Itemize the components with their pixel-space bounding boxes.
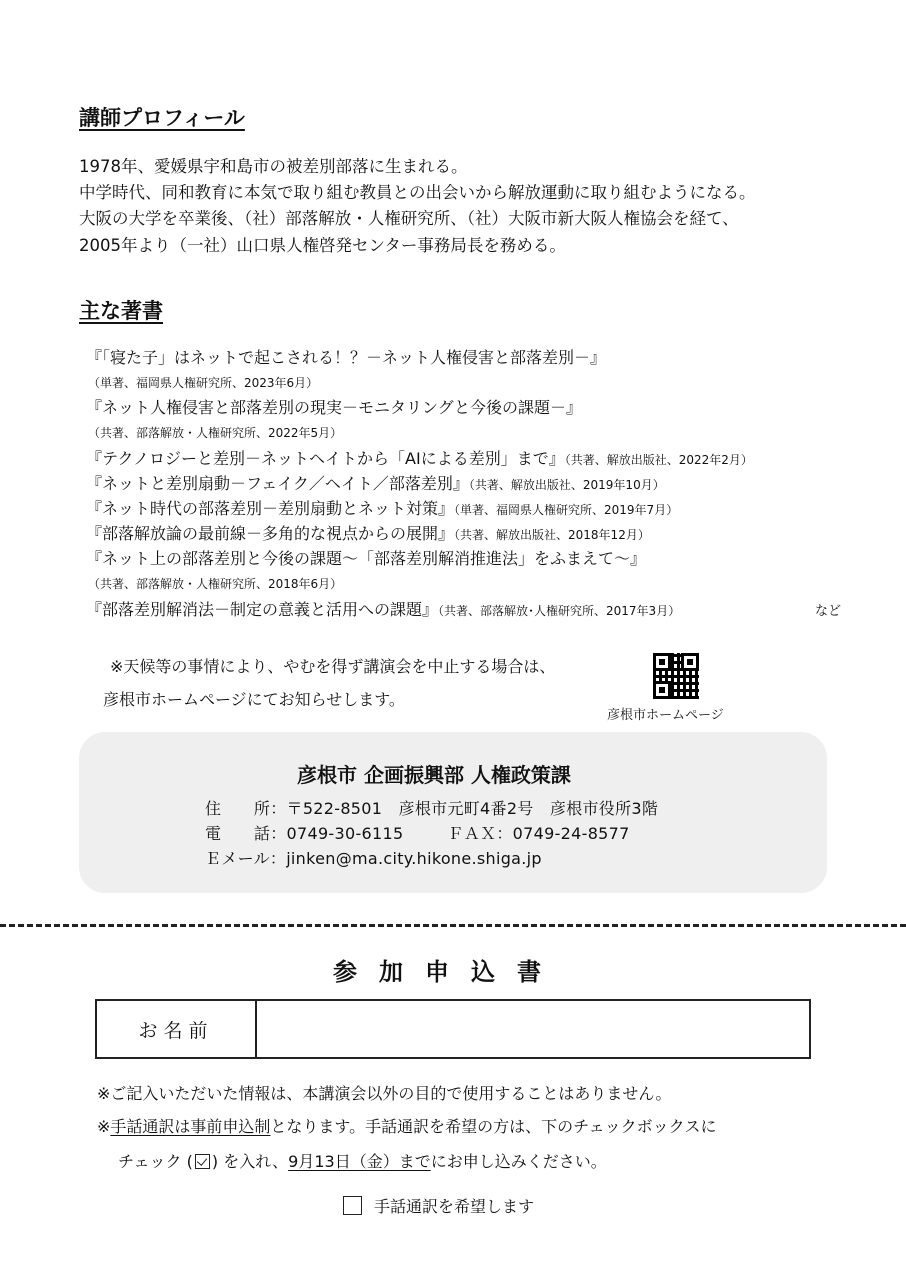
address-value: 〒522-8501 彦根市元町4番2号 彦根市役所3階: [286, 799, 659, 818]
qr-caption: 彦根市ホームページ: [607, 708, 724, 723]
book-publication-note: （共著、解放出版社、2019年10月）: [468, 478, 665, 492]
sign-language-note: ※手話通訳は事前申込制となります。手話通訳を希望の方は、下のチェックボックスに: [97, 1117, 717, 1136]
book-item: [88, 372, 318, 391]
book-item: [86, 597, 680, 620]
contact-email: [205, 846, 542, 869]
sign-language-checkbox[interactable]: [343, 1196, 362, 1215]
profile-heading: 講師プロフィール: [79, 106, 245, 130]
book-item: [86, 395, 582, 418]
sign-language-checkbox-label: 手話通訳を希望します: [374, 1197, 535, 1216]
book-item: [86, 496, 678, 519]
book-item: [88, 573, 342, 592]
name-field[interactable]: [257, 1001, 809, 1057]
email-label: Ｅメール：: [205, 849, 287, 868]
contact-phone: [205, 821, 630, 844]
book-item: [86, 471, 665, 494]
name-field-table: [95, 999, 811, 1059]
sign-language-deadline-note: チェック ( ) を入れ、9月13日（金）までにお申し込みください。: [118, 1152, 607, 1171]
book-title: 『ネット人権侵害と部落差別の現実－モニタリングと今後の課題－』: [86, 398, 583, 417]
name-label: お名前: [97, 1001, 257, 1057]
email-link[interactable]: jinken@ma.city.hikone.shiga.jp: [286, 849, 542, 868]
application-form-title: 参加申込書: [333, 958, 563, 986]
book-item: [86, 446, 753, 469]
cancellation-notice-homepage: 彦根市ホームページにてお知らせします。: [103, 690, 405, 709]
book-publication-note: （共著、部落解放・人権研究所、2018年6月）: [88, 577, 343, 591]
profile-line: 中学時代、同和教育に本気で取り組む教員との出会いから解放運動に取り組むようになる。: [79, 183, 756, 202]
book-item: [86, 546, 646, 569]
book-title: 『「寝た子」はネットで起こされる！？－ネット人権侵害と部落差別－』: [86, 348, 607, 367]
book-publication-note: （単著、福岡県人権研究所、2019年7月）: [454, 503, 679, 517]
book-title: 『ネット上の部落差別と今後の課題～「部落差別解消推進法」をふまえて～』: [86, 549, 647, 568]
privacy-note: ※ご記入いただいた情報は、本講演会以外の目的で使用することはありません。: [97, 1084, 672, 1103]
book-publication-note: （共著、解放出版社、2018年12月）: [454, 528, 650, 542]
checkmark-icon: [195, 1154, 210, 1169]
book-title: 『ネット時代の部落差別－差別扇動とネット対策』: [86, 499, 455, 518]
sign-language-prereg-text: 手話通訳は事前申込制: [110, 1117, 271, 1136]
book-title: 『部落解放論の最前線－多角的な視点からの展開』: [86, 524, 455, 543]
deadline-text: 9月13日（金）まで: [288, 1152, 431, 1171]
book-publication-note: （共著、解放出版社、2022年2月）: [564, 453, 753, 467]
book-publication-note: （共著、部落解放･人権研究所、2017年3月）: [438, 604, 681, 618]
fax-value: 0749-24-8577: [512, 824, 630, 843]
contact-address: [205, 796, 658, 819]
contact-title: 彦根市 企画振興部 人権政策課: [297, 763, 571, 787]
tel-label: 電 話：: [205, 824, 287, 843]
profile-line: 大阪の大学を卒業後、（社）部落解放・人権研究所、（社）大阪市新大阪人権協会を経て、: [79, 209, 739, 228]
fax-label: ＦＡＸ：: [447, 824, 513, 843]
profile-line: 2005年より（一社）山口県人権啓発センター事務局長を務める。: [79, 236, 566, 255]
book-publication-note: （単著、福岡県人権研究所、2023年6月）: [88, 376, 319, 390]
qr-code-icon[interactable]: [653, 653, 699, 699]
book-title: 『部落差別解消法－制定の意義と活用への課題』: [86, 600, 439, 619]
tel-value: 0749-30-6115: [286, 824, 404, 843]
sign-language-checkbox-row[interactable]: [343, 1194, 534, 1217]
book-publication-note: （共著、部落解放・人権研究所、2022年5月）: [88, 426, 343, 440]
cancellation-notice: ※天候等の事情により、やむを得ず講演会を中止する場合は、: [110, 657, 556, 676]
address-label: 住 所：: [205, 799, 287, 818]
books-heading: 主な著書: [79, 299, 163, 323]
book-item: [86, 521, 650, 544]
cut-line-divider: [0, 924, 906, 927]
book-title: 『ネットと差別扇動－フェイク／ヘイト／部落差別』: [86, 474, 469, 493]
book-item: [88, 422, 342, 441]
book-title: 『テクノロジーと差別－ネットヘイトから「AIによる差別」まで』: [86, 449, 565, 468]
profile-line: 1978年、愛媛県宇和島市の被差別部落に生まれる。: [79, 157, 468, 176]
books-trailing: など: [815, 604, 842, 619]
book-item: [86, 345, 606, 368]
